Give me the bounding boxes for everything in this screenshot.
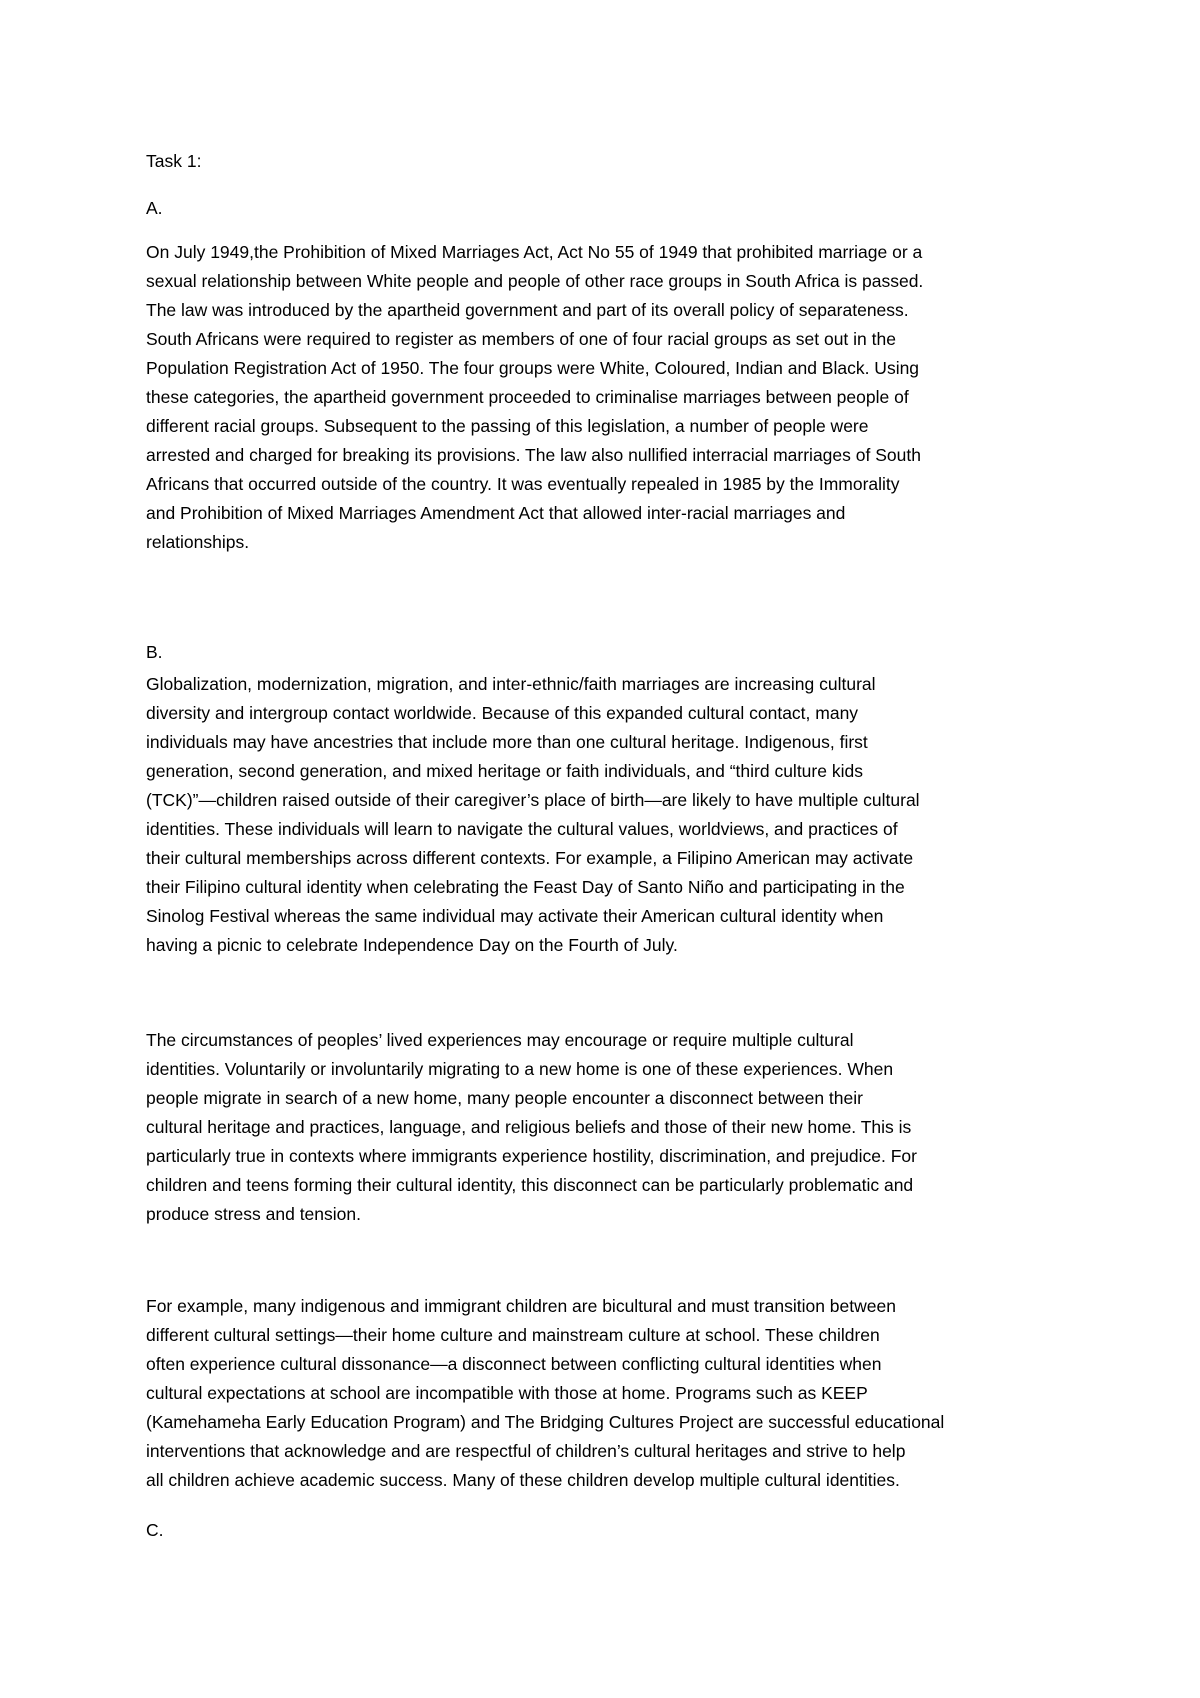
paragraph-line: Population Registration Act of 1950. The four groups were White, Coloured, Indian and Black. Using: [146, 358, 920, 378]
paragraph-line: generation, second generation, and mixed heritage or faith individuals, and “third culture kids: [146, 761, 863, 781]
paragraph-line: children and teens forming their cultural identity, this disconnect can be particularly problematic and: [146, 1175, 914, 1195]
paragraph-line: South Africans were required to register as members of one of four racial groups as set out in the: [146, 329, 896, 349]
section-b-label: [146, 638, 1076, 667]
paragraph-line: diversity and intergroup contact worldwide. Because of this expanded cultural contact, many: [146, 703, 859, 723]
paragraph-line: On July 1949,the Prohibition of Mixed Marriages Act, Act No 55 of 1949 that prohibited marriage or a: [146, 242, 923, 262]
section-a-label: [146, 194, 1076, 223]
paragraph-line: all children achieve academic success. Many of these children develop multiple cultural identities.: [146, 1470, 900, 1490]
paragraph-line: these categories, the apartheid government proceeded to criminalise marriages between people of: [146, 387, 909, 407]
paragraph-line: The law was introduced by the apartheid government and part of its overall policy of separateness.: [146, 300, 909, 320]
paragraph-line: Africans that occurred outside of the country. It was eventually repealed in 1985 by the Immorality: [146, 474, 900, 494]
paragraph-line: individuals may have ancestries that include more than one cultural heritage. Indigenous, first: [146, 732, 868, 752]
paragraph-line: different cultural settings—their home culture and mainstream culture at school. These children: [146, 1325, 880, 1345]
paragraph-line: sexual relationship between White people and people of other race groups in South Africa is passed.: [146, 271, 924, 291]
section-a-label-text: A.: [146, 198, 163, 218]
paragraph-line: Globalization, modernization, migration, and inter-ethnic/faith marriages are increasing cultural: [146, 674, 876, 694]
section-c-label-text: C.: [146, 1520, 164, 1540]
paragraph-line: identities. These individuals will learn to navigate the cultural values, worldviews, and practices of: [146, 819, 898, 839]
section-b-paragraph-1: [146, 670, 1076, 960]
paragraph-line: (TCK)”—children raised outside of their caregiver’s place of birth—are likely to have multiple cultural: [146, 790, 920, 810]
section-b-label-text: B.: [146, 642, 163, 662]
section-b-paragraph-3: [146, 1292, 1076, 1495]
paragraph-line: (Kamehameha Early Education Program) and The Bridging Cultures Project are successful educational: [146, 1412, 945, 1432]
paragraph-line: people migrate in search of a new home, many people encounter a disconnect between their: [146, 1088, 863, 1108]
paragraph-line: different racial groups. Subsequent to the passing of this legislation, a number of people were: [146, 416, 869, 436]
task-heading-text: Task 1:: [146, 151, 202, 171]
paragraph-line: identities. Voluntarily or involuntarily migrating to a new home is one of these experiences. When: [146, 1059, 894, 1079]
paragraph-line: The circumstances of peoples’ lived experiences may encourage or require multiple cultural: [146, 1030, 854, 1050]
paragraph-line: particularly true in contexts where immigrants experience hostility, discrimination, and prejudice. For: [146, 1146, 917, 1166]
section-c-label: [146, 1516, 1076, 1545]
paragraph-line: arrested and charged for breaking its provisions. The law also nullified interracial marriages of South: [146, 445, 921, 465]
paragraph-line: having a picnic to celebrate Independence Day on the Fourth of July.: [146, 935, 678, 955]
paragraph-line: and Prohibition of Mixed Marriages Amendment Act that allowed inter-racial marriages and: [146, 503, 846, 523]
paragraph-line: produce stress and tension.: [146, 1204, 361, 1224]
paragraph-line: cultural heritage and practices, language, and religious beliefs and those of their new home. This is: [146, 1117, 912, 1137]
paragraph-line: their Filipino cultural identity when celebrating the Feast Day of Santo Niño and participating in the: [146, 877, 905, 897]
paragraph-line: Sinolog Festival whereas the same individual may activate their American cultural identity when: [146, 906, 884, 926]
section-a-paragraph: [146, 238, 1076, 557]
paragraph-line: cultural expectations at school are incompatible with those at home. Programs such as KEEP: [146, 1383, 868, 1403]
paragraph-line: their cultural memberships across different contexts. For example, a Filipino American may activate: [146, 848, 914, 868]
paragraph-line: often experience cultural dissonance—a disconnect between conflicting cultural identities when: [146, 1354, 882, 1374]
paragraph-line: relationships.: [146, 532, 250, 552]
paragraph-line: For example, many indigenous and immigrant children are bicultural and must transition between: [146, 1296, 896, 1316]
task-heading: [146, 147, 1076, 176]
section-b-paragraph-2: [146, 1026, 1076, 1229]
paragraph-line: interventions that acknowledge and are respectful of children’s cultural heritages and strive to help: [146, 1441, 906, 1461]
